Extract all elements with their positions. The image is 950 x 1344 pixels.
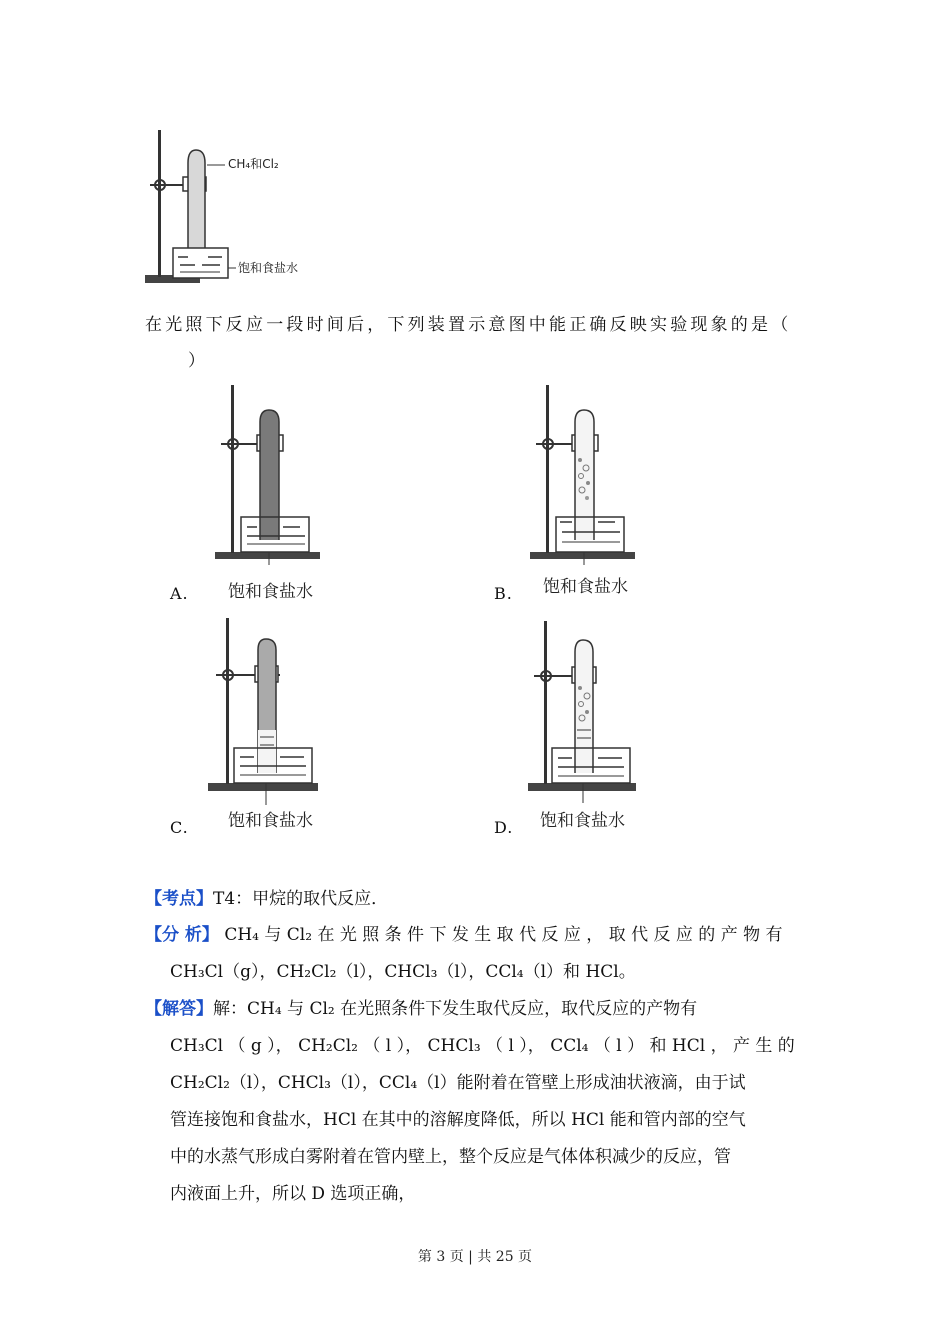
fenxi-tag: 【分 析】: [145, 925, 219, 945]
option-b-letter: B.: [494, 584, 513, 603]
jieda-line-2: CH₃Cl （ g ）， CH₂Cl₂ （ l ）， CHCl₃ （ l ）， CCl₄ （ l ） 和 HCl ， 产 生 的: [170, 1036, 795, 1056]
jieda-line-4: 管连接饱和食盐水，HCl 在其中的溶解度降低，所以 HCl 能和管内部的空气: [170, 1110, 746, 1130]
option-b-caption: 饱和食盐水: [543, 577, 628, 597]
kaodian-tag: 【考点】: [145, 889, 213, 909]
option-a-letter: A.: [170, 584, 189, 603]
option-c-caption: 饱和食盐水: [228, 811, 313, 831]
option-d-caption: 饱和食盐水: [540, 811, 625, 831]
jieda-line-3: CH₂Cl₂（l），CHCl₃（l），CCl₄（l）能附着在管壁上形成油状液滴，由于试: [170, 1073, 746, 1093]
fenxi-line-2: CH₃Cl（g），CH₂Cl₂（l），CHCl₃（l），CCl₄（l）和 HCl。: [170, 962, 636, 982]
jieda-line-6: 内液面上升，所以 D 选项正确，: [170, 1184, 416, 1204]
liquid-label: 饱和食盐水: [238, 261, 299, 275]
gas-label: CH₄和Cl₂: [228, 157, 279, 171]
fenxi-line-1: [145, 920, 783, 945]
jieda-line-5: 中的水蒸气形成白雾附着在管内壁上，整个反应是气体体积减少的反应，管: [170, 1147, 731, 1167]
option-c-letter: C.: [170, 818, 189, 837]
jieda-tag: 【解答】: [145, 999, 213, 1019]
question-close-paren: ）: [188, 351, 205, 371]
apparatus-figure: [140, 125, 340, 295]
jieda-line-1: [145, 994, 697, 1019]
kaodian-line: [145, 884, 388, 909]
option-b-figure: [520, 380, 640, 565]
option-d-figure: [520, 618, 640, 803]
kaodian-text: T4：甲烷的取代反应．: [213, 889, 389, 909]
jieda-text-1: 解：CH₄ 与 Cl₂ 在光照条件下发生取代反应，取代反应的产物有: [213, 999, 698, 1019]
option-a-figure: [205, 380, 325, 565]
page-footer: 第 3 页 | 共 25 页: [417, 1249, 533, 1265]
fenxi-text-1: CH₄ 与 Cl₂ 在 光 照 条 件 下 发 生 取 代 反 应 ， 取 代 反 应 的 产 物 有: [224, 925, 783, 945]
question-text: 在光照下反应一段时间后，下列装置示意图中能正确反映实验现象的是（: [145, 315, 792, 335]
option-a-caption: 饱和食盐水: [228, 582, 313, 602]
option-d-letter: D.: [494, 818, 514, 837]
option-c-figure: [200, 615, 325, 805]
